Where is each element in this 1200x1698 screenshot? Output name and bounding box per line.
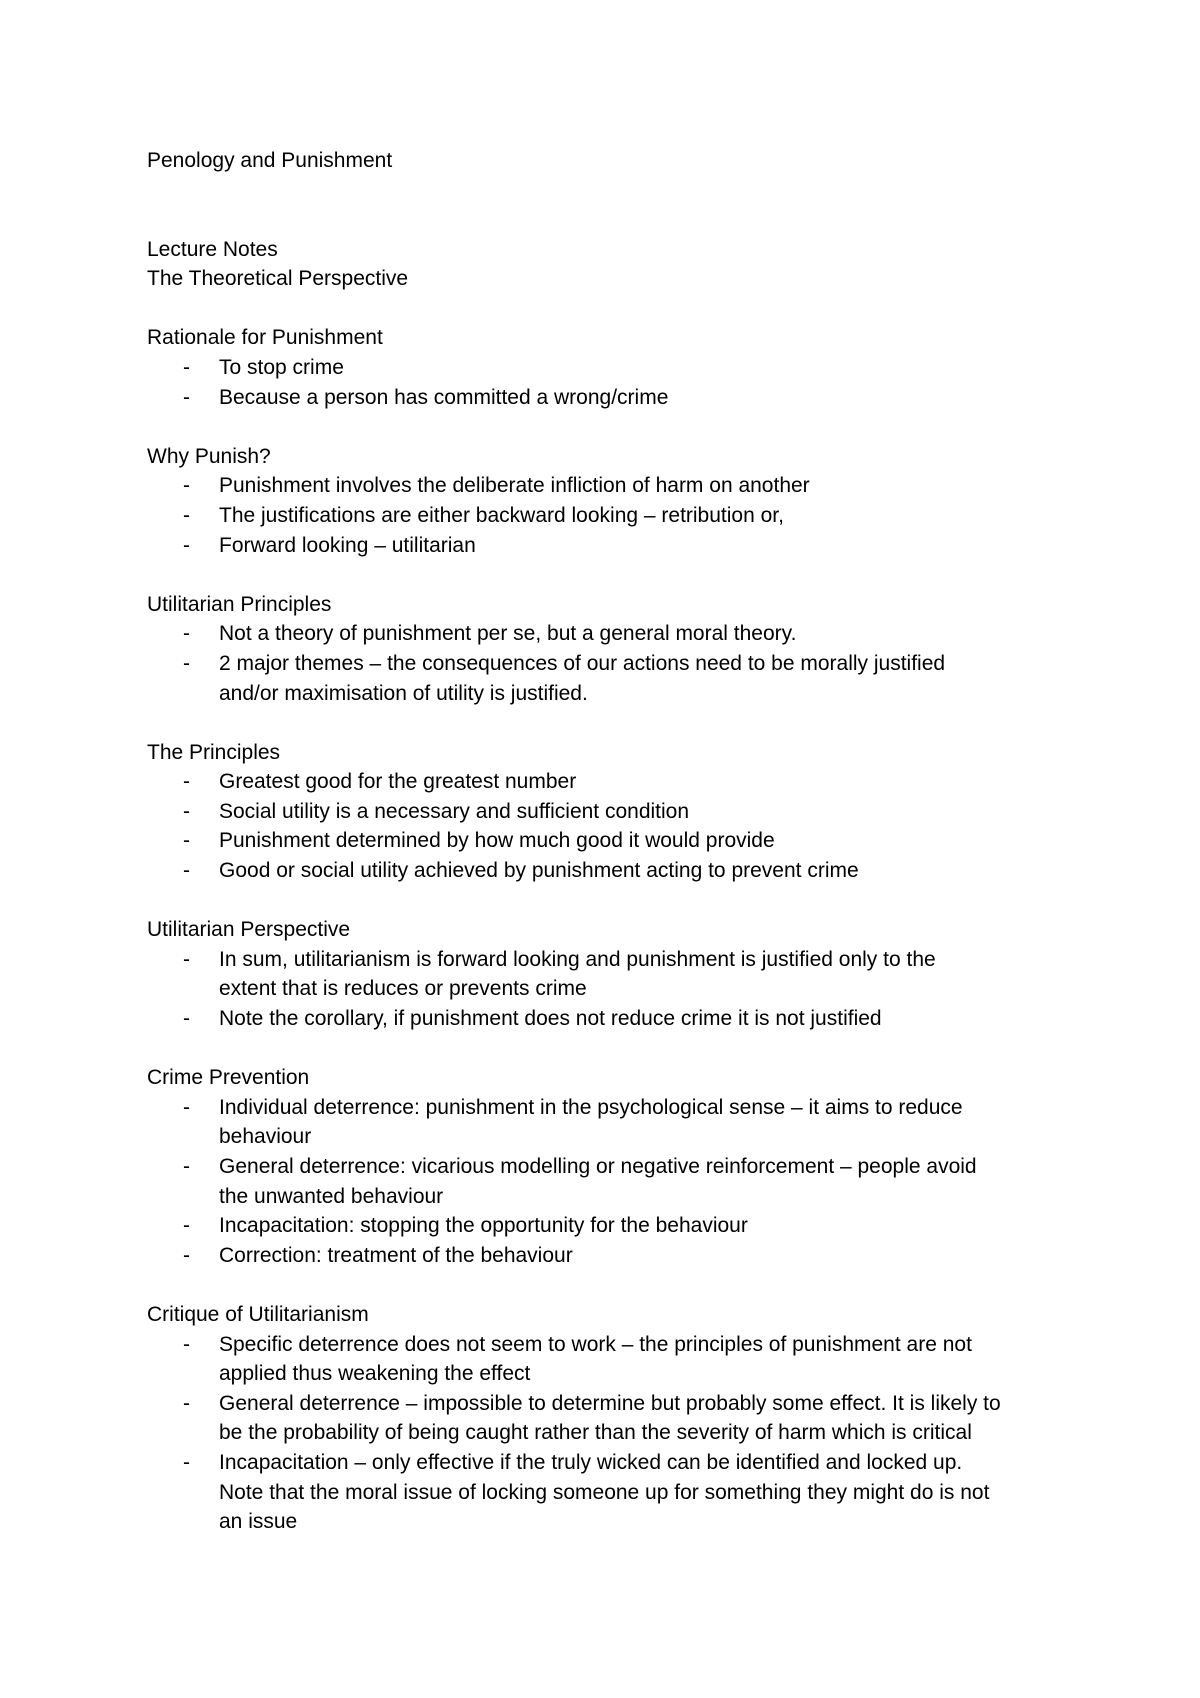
sections-container (147, 294, 1087, 1537)
spacer (147, 708, 1087, 738)
dash-bullet-icon: - (183, 1095, 190, 1119)
list-item-text: the unwanted behaviour (219, 1184, 444, 1208)
list-item-text: Greatest good for the greatest number (219, 770, 577, 794)
list-item (147, 383, 1087, 413)
dash-bullet-icon: - (183, 474, 190, 498)
list-item (147, 1093, 1087, 1152)
document-title: Penology and Punishment (147, 149, 393, 172)
section-heading: Utilitarian Perspective (147, 918, 351, 942)
list-item-text: be the probability of being caught rather than the severity of harm which is critical (219, 1421, 972, 1445)
dash-bullet-icon: - (183, 1450, 190, 1474)
section-heading: Critique of Utilitarianism (147, 1302, 369, 1326)
list-item-text: The justifications are either backward looking – retribution or, (219, 503, 784, 527)
dash-bullet-icon: - (183, 385, 190, 409)
list-item-text: an issue (219, 1510, 298, 1534)
section-heading: Rationale for Punishment (147, 326, 383, 350)
list-item-text: Individual deterrence: punishment in the psychological sense – it aims to reduce (219, 1095, 963, 1119)
list-item (147, 797, 1087, 827)
list-item (147, 649, 1087, 708)
document-page (147, 146, 1087, 1537)
spacer (147, 1270, 1087, 1300)
spacer (147, 886, 1087, 916)
dash-bullet-icon: - (183, 651, 190, 675)
list-item (147, 1004, 1087, 1034)
list-item (147, 1330, 1087, 1389)
dash-bullet-icon: - (183, 355, 190, 379)
list-item-text: behaviour (219, 1125, 312, 1149)
list-item (147, 767, 1087, 797)
dash-bullet-icon: - (183, 770, 190, 794)
list-item (147, 1389, 1087, 1448)
list-item-text: Not a theory of punishment per se, but a general moral theory. (219, 622, 797, 646)
dash-bullet-icon: - (183, 1155, 190, 1178)
bullet-list (147, 353, 1087, 412)
spacer (147, 176, 1087, 235)
list-item-text: Punishment determined by how much good it would provide (219, 829, 775, 853)
list-item-text: extent that is reduces or prevents crime (219, 977, 587, 1001)
list-item-text: and/or maximisation of utility is justified. (219, 681, 588, 705)
list-item-text: 2 major themes – the consequences of our actions need to be morally justified (219, 651, 946, 675)
dash-bullet-icon: - (183, 1391, 190, 1415)
list-item-text: Note that the moral issue of locking someone up for something they might do is not (219, 1480, 990, 1504)
list-item (147, 1152, 1087, 1211)
section (147, 915, 1087, 1033)
list-item-text: Forward looking – utilitarian (219, 533, 476, 557)
section-heading: Utilitarian Principles (147, 592, 332, 616)
list-item (147, 856, 1087, 886)
dash-bullet-icon: - (183, 1007, 190, 1031)
bullet-list (147, 1093, 1087, 1271)
list-item-text: Good or social utility achieved by punishment acting to prevent crime (219, 859, 859, 883)
dash-bullet-icon: - (183, 859, 190, 883)
list-item-text: To stop crime (219, 355, 344, 379)
dash-bullet-icon: - (183, 947, 190, 971)
list-item (147, 1241, 1087, 1271)
list-item-text: Social utility is a necessary and sufficient condition (219, 799, 690, 823)
list-item (147, 826, 1087, 856)
section-heading: Crime Prevention (147, 1066, 310, 1090)
dash-bullet-icon: - (183, 503, 190, 527)
section-heading: Why Punish? (147, 444, 271, 468)
section-heading: The Principles (147, 740, 281, 764)
spacer (147, 1034, 1087, 1064)
bullet-list (147, 767, 1087, 885)
list-item-text: applied thus weakening the effect (219, 1362, 531, 1386)
section (147, 1063, 1087, 1270)
lecture-notes-label: Lecture Notes (147, 237, 278, 261)
list-item (147, 619, 1087, 649)
dash-bullet-icon: - (183, 622, 190, 646)
list-item (147, 945, 1087, 1004)
section (147, 738, 1087, 886)
spacer (147, 560, 1087, 590)
list-item (147, 1448, 1087, 1537)
list-item-text: General deterrence: vicarious modelling or negative reinforcement – people avoid (219, 1155, 977, 1178)
dash-bullet-icon: - (183, 1332, 190, 1356)
dash-bullet-icon: - (183, 829, 190, 853)
list-item (147, 1211, 1087, 1241)
dash-bullet-icon: - (183, 1214, 190, 1238)
bullet-list (147, 1330, 1087, 1537)
list-item-text: In sum, utilitarianism is forward looking and punishment is justified only to the (219, 947, 936, 971)
spacer (147, 294, 1087, 324)
section (147, 442, 1087, 560)
list-item (147, 531, 1087, 561)
dash-bullet-icon: - (183, 1243, 190, 1267)
list-item-text: General deterrence – impossible to determine but probably some effect. It is likely to (219, 1391, 1001, 1415)
bullet-list (147, 945, 1087, 1034)
bullet-list (147, 471, 1087, 560)
list-item (147, 353, 1087, 383)
list-item-text: Incapacitation: stopping the opportunity for the behaviour (219, 1214, 748, 1238)
bullet-list (147, 619, 1087, 708)
section (147, 590, 1087, 708)
list-item (147, 501, 1087, 531)
list-item-text: Punishment involves the deliberate infliction of harm on another (219, 474, 810, 498)
list-item-text: Note the corollary, if punishment does not reduce crime it is not justified (219, 1007, 882, 1031)
section (147, 323, 1087, 412)
theoretical-perspective-label: The Theoretical Perspective (147, 267, 409, 291)
list-item-text: Because a person has committed a wrong/crime (219, 385, 669, 409)
section (147, 1300, 1087, 1537)
list-item-text: Specific deterrence does not seem to work – the principles of punishment are not (219, 1332, 972, 1356)
dash-bullet-icon: - (183, 533, 190, 557)
list-item-text: Correction: treatment of the behaviour (219, 1243, 573, 1267)
list-item-text: Incapacitation – only effective if the truly wicked can be identified and locked up. (219, 1450, 963, 1474)
list-item (147, 471, 1087, 501)
spacer (147, 412, 1087, 442)
dash-bullet-icon: - (183, 799, 190, 823)
